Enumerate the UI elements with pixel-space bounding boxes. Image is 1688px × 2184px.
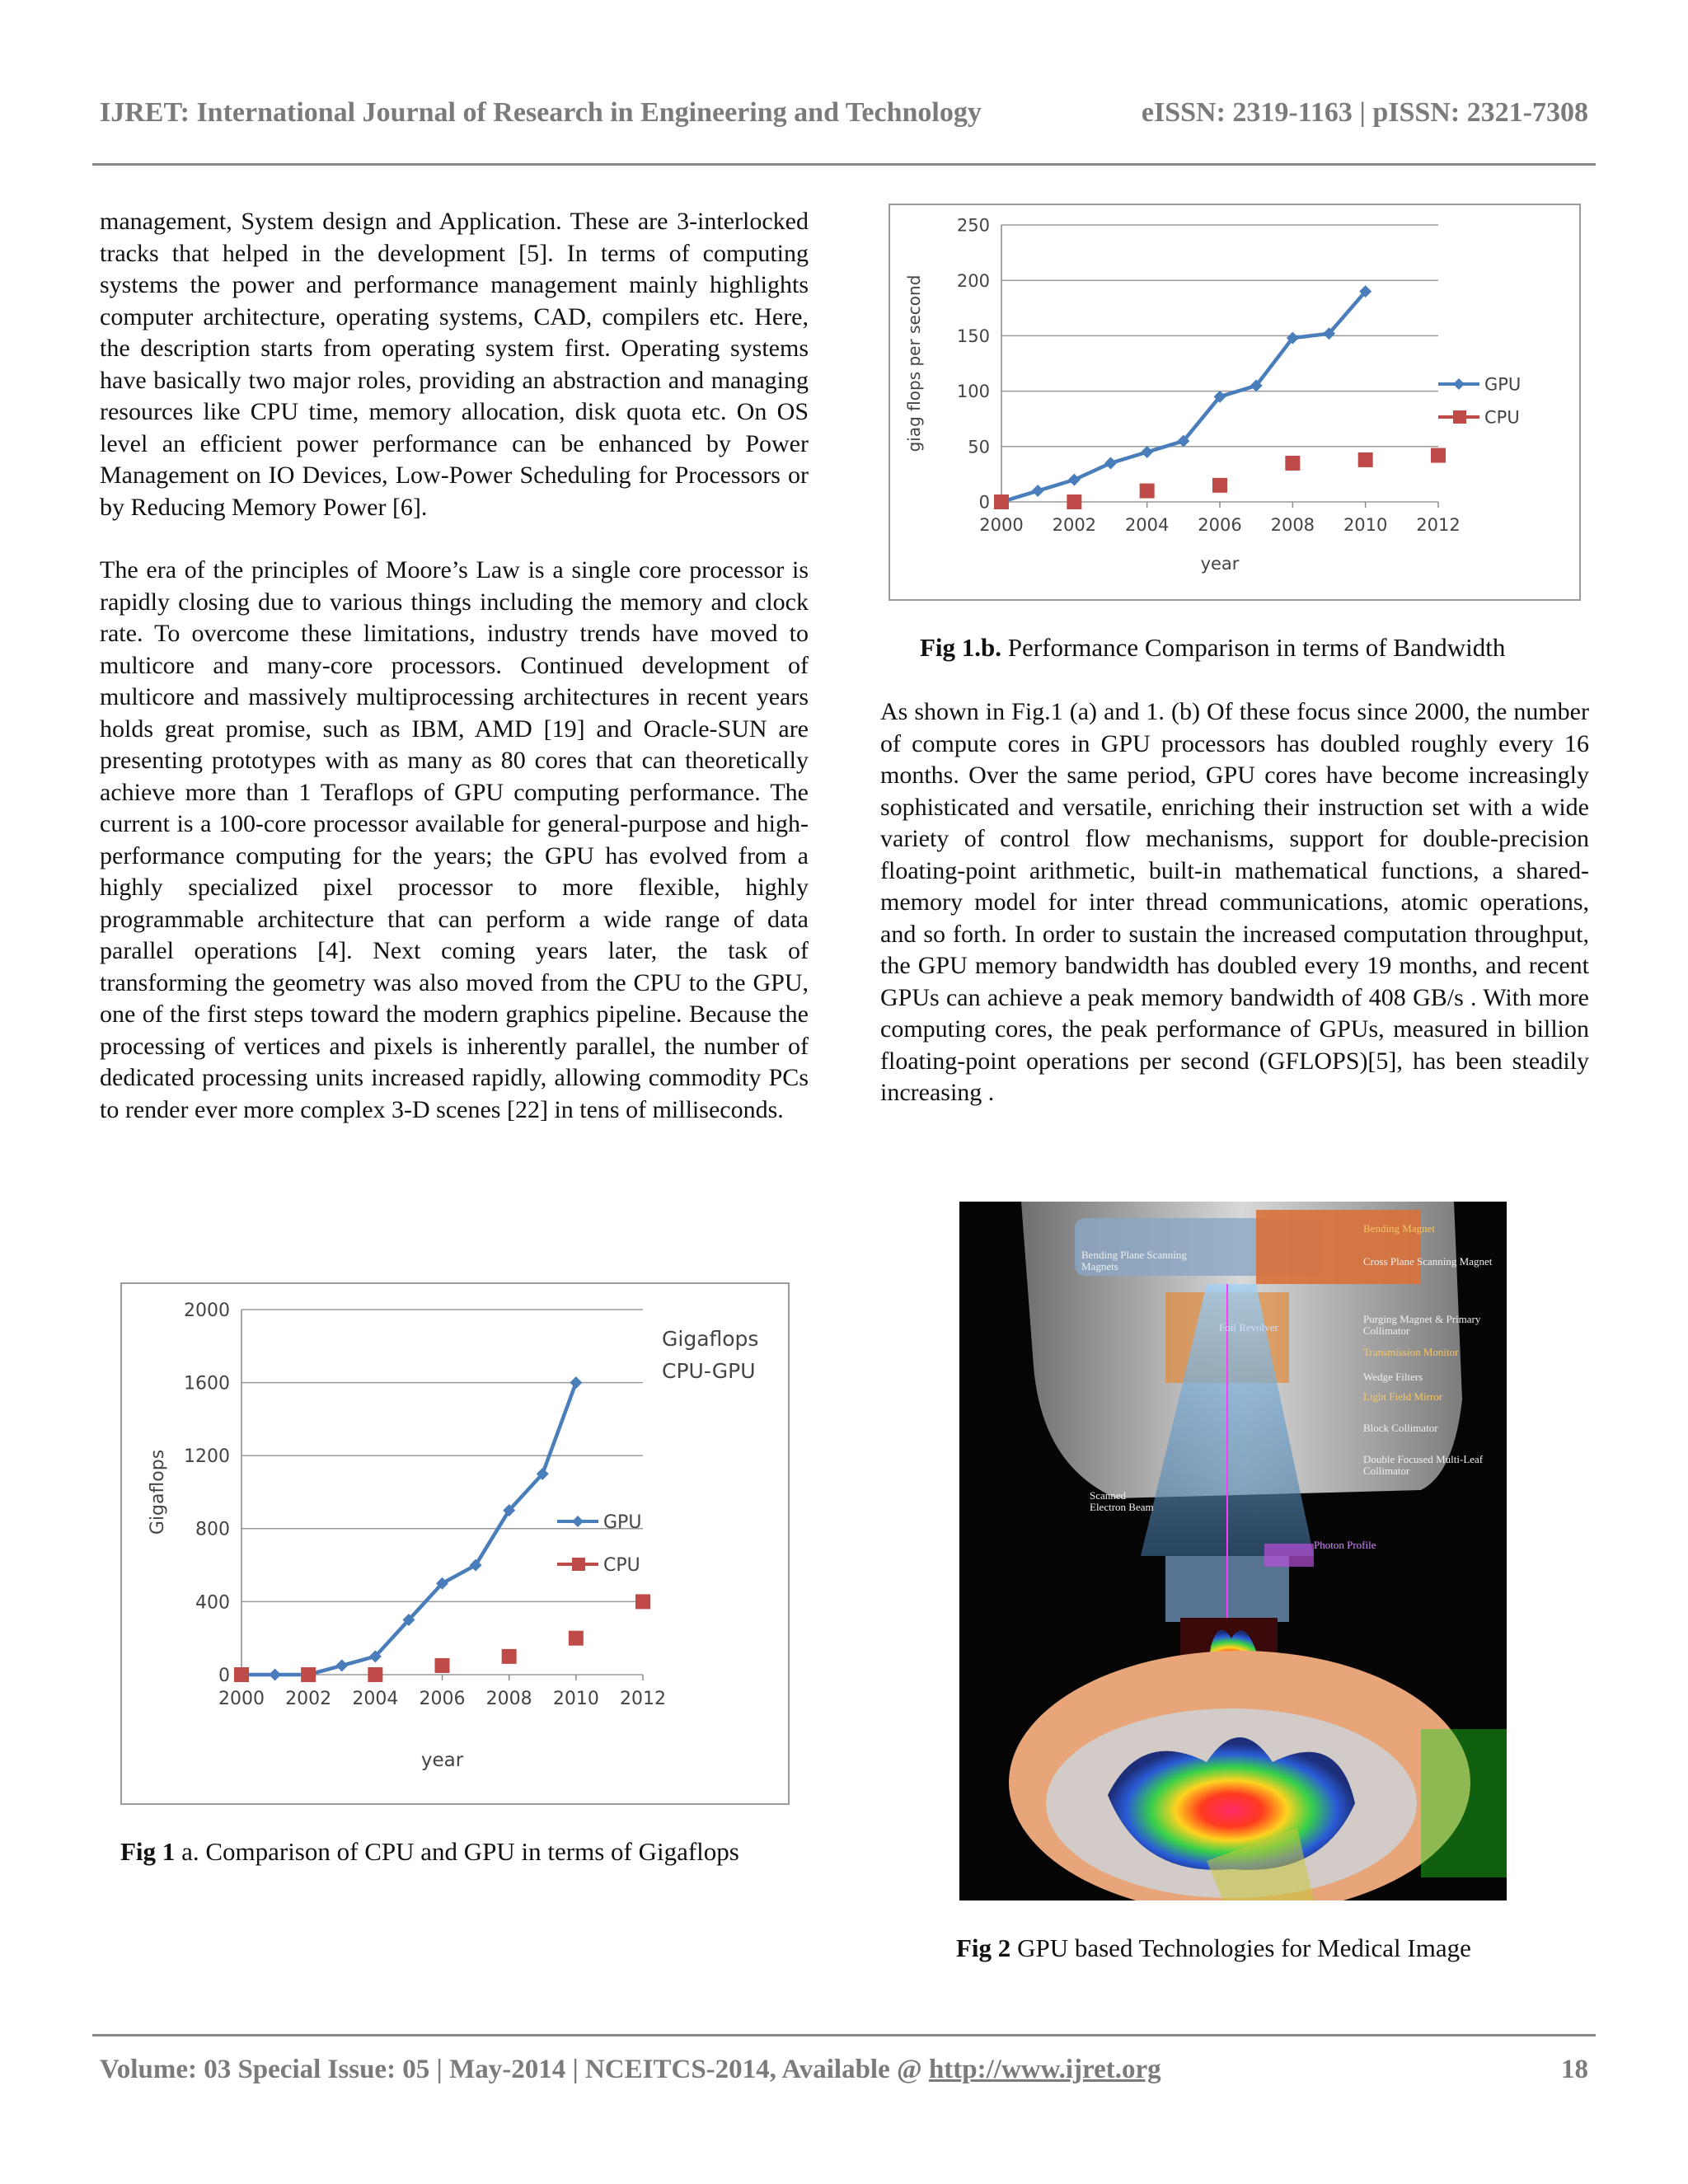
fig1a-ytick-label: 2000: [184, 1300, 230, 1321]
fig1b-chart: [890, 205, 1579, 599]
fig1b-gpu-point: [1104, 457, 1117, 469]
fig1a-chart-frame: [120, 1282, 790, 1805]
fig1b-ytick-label: 0: [978, 492, 990, 513]
fig1a-legend-gpu-marker: [572, 1516, 584, 1527]
fig1b-legend-cpu-marker: [1453, 410, 1466, 424]
fig1b-cpu-point: [1285, 456, 1300, 471]
fig1b-caption-text: Performance Comparison in terms of Bandwidth: [1001, 633, 1506, 662]
fig2-label-foil-revolver: Foil Revolver: [1219, 1322, 1278, 1333]
fig1b-xtick-label: 2002: [1052, 515, 1097, 535]
fig1a-xtick-label: 2010: [552, 1689, 599, 1709]
fig1a-gpu-point: [269, 1669, 281, 1681]
fig1a-ytick-label: 1200: [184, 1446, 230, 1468]
fig1b-caption-label: Fig 1.b.: [920, 633, 1002, 662]
fig1b-xtick-label: 2008: [1270, 515, 1315, 535]
fig1a-xtick-label: 2008: [485, 1689, 532, 1709]
fig1b-gpu-point: [1032, 485, 1044, 497]
left-paragraph-1: management, System design and Application. These are 3-interlocked tracks that helped in the development [5]. In terms of computing systems the power and performance management mainly highlights computer architecture, operating systems, CAD, compilers etc. Here, the description starts from operating system first. Operating systems have basically two major roles, providing an abstraction and managing resources like CPU time, memory allocation, disk quota etc. On OS level an efficient power performance can be enhanced by Power Management on IO Devices, Low-Power Scheduling for Processors or by Reducing Memory Power [6].: [100, 208, 809, 521]
fig1a-x-axis-label: year: [420, 1750, 464, 1771]
fig1b-ytick-label: 100: [956, 382, 990, 402]
fig2-label-scanned: Scanned Electron Beam: [1090, 1490, 1154, 1513]
fig1b-ytick-label: 150: [956, 326, 990, 346]
fig1b-x-axis-label: year: [1200, 554, 1240, 574]
fig2-caption-text: GPU based Technologies for Medical Image: [1010, 1933, 1471, 1962]
fig1a-legend-cpu-marker: [572, 1558, 585, 1571]
fig1b-xtick-label: 2006: [1198, 515, 1242, 535]
journal-link[interactable]: http://www.ijret.org: [928, 2055, 1161, 2084]
fig1a-ytick-label: 1600: [184, 1373, 230, 1394]
fig1a-legend-gpu-label: GPU: [603, 1511, 642, 1533]
fig1b-cpu-point: [1067, 494, 1081, 509]
fig2-medical-image: [959, 1202, 1507, 1900]
fig1a-cpu-point: [368, 1667, 382, 1682]
fig1b-cpu-point: [1358, 452, 1373, 467]
photon-profile-shape: [1264, 1544, 1314, 1567]
fig1b-gpu-point: [1068, 474, 1081, 486]
fig2-label-purging: Purging Magnet & Primary Collimator: [1363, 1314, 1481, 1337]
fig1a-cpu-point: [502, 1649, 517, 1664]
fig1b-cpu-point: [1431, 448, 1446, 463]
fig1a-y-axis-label: Gigaflops: [148, 1449, 168, 1535]
left-column: [100, 206, 809, 1157]
fig1a-caption-text: a. Comparison of CPU and GPU in terms of Gigaflops: [175, 1837, 739, 1866]
fig2-caption-label: Fig 2: [956, 1933, 1011, 1962]
fig1a-xtick-label: 2000: [218, 1689, 265, 1709]
fig1a-chart: [122, 1284, 788, 1803]
fig2-label-photon: Photon Profile: [1314, 1540, 1376, 1551]
left-paragraph-2: The era of the principles of Moore’s Law is a single core processor is rapidly closing due to various things including the memory and clock rate. To overcome these limitations, industry trends have moved to multicore and many-core processors. Continued development of multicore and massively multiprocessing architectures in recent years holds great promise, such as IBM, AMD [19] and Oracle-SUN are presenting prototypes with as many as 80 cores that can theoretically achieve more than 1 Teraflops of GPU computing performance. The current is a 100-core processor available for general-purpose and high-performance computing for the years; the GPU has evolved from a highly specialized pixel processor to more flexible, highly programmable architecture that can perform a wide range of data parallel operations [4]. Next coming years later, the task of transforming the geometry was also moved from the CPU to the GPU, one of the first steps toward the modern graphics pipeline. Because the processing of vertices and pixels is inherently parallel, the number of dedicated processing units increased rapidly, allowing commodity PCs to render ever more complex 3-D scenes [22] in tens of milliseconds.: [100, 556, 809, 1123]
fig1b-gpu-series-line: [1001, 292, 1366, 502]
fig1a-caption-label: Fig 1: [120, 1837, 176, 1866]
fig1b-ytick-label: 200: [956, 270, 990, 291]
fig1b-ytick-label: 250: [956, 215, 990, 236]
right-column: [880, 696, 1589, 1141]
footer-volume: [100, 2055, 1161, 2085]
issn-info: eISSN: 2319-1163 | pISSN: 2321-7308: [1141, 97, 1588, 128]
fig1a-cpu-point: [569, 1631, 584, 1646]
fig1b-gpu-point: [1141, 446, 1153, 458]
right-paragraph-1: As shown in Fig.1 (a) and 1. (b) Of these focus since 2000, the number of compute cores in GPU processors has doubled roughly every 16 months. Over the same period, GPU cores have become increasingly sophisticated and versatile, enriching their instruction set with a wide variety of control flow mechanisms, support for double-precision floating-point arithmetic, built-in mathematical functions, a shared-memory model for inter thread communications, atomic operations, and so forth. In order to sustain the increased computation throughput, the GPU memory bandwidth has doubled every 19 months, and recent GPUs can achieve a peak memory bandwidth of 408 GB/s . With more computing cores, the peak performance of GPUs, measured in billion floating-point operations per second (GFLOPS)[5], has been steadily increasing .: [880, 698, 1589, 1106]
fig1a-caption: [120, 1837, 739, 1867]
fig2-label-double-focused: Double Focused Multi-Leaf Collimator: [1363, 1454, 1484, 1477]
fig1b-chart-frame: [889, 204, 1581, 601]
fig2-label-bending-plane: Bending Plane Scanning Magnets: [1081, 1249, 1187, 1272]
fig1b-legend-gpu-marker: [1453, 378, 1465, 390]
journal-title: IJRET: International Journal of Research in Engineering and Technology: [100, 97, 982, 128]
fig1a-gpu-point: [570, 1376, 582, 1389]
fig1a-cpu-point: [635, 1594, 650, 1609]
fig1a-xtick-label: 2012: [620, 1689, 666, 1709]
fig1b-cpu-point: [1212, 478, 1227, 493]
fig1a-chart-title-line: Gigaflops: [662, 1327, 759, 1351]
fig2-caption: [956, 1933, 1471, 1963]
fig1a-xtick-label: 2006: [419, 1689, 466, 1709]
fig1a-ytick-label: 400: [195, 1592, 230, 1614]
fig1a-xtick-label: 2002: [285, 1689, 332, 1709]
fig2-label-transmission: Transmission Monitor: [1363, 1347, 1459, 1358]
fig1a-cpu-point: [301, 1667, 316, 1682]
fig2-label-bending-magnet: Bending Magnet: [1363, 1223, 1436, 1235]
fig1b-xtick-label: 2000: [979, 515, 1024, 535]
fig1b-ytick-label: 50: [968, 437, 990, 457]
fig1a-cpu-point: [234, 1667, 249, 1682]
fig1b-legend-cpu-label: CPU: [1484, 407, 1520, 428]
fig1a-legend-cpu-label: CPU: [603, 1554, 640, 1576]
fig1a-ytick-label: 800: [195, 1519, 230, 1540]
side-plane-shape: [1421, 1729, 1507, 1877]
fig1b-cpu-point: [1140, 484, 1155, 499]
fig1b-xtick-label: 2004: [1124, 515, 1170, 535]
fig2-label-wedge: Wedge Filters: [1363, 1371, 1423, 1383]
fig1b-legend-gpu-label: GPU: [1484, 374, 1522, 395]
fig1a-chart-title-line: CPU-GPU: [662, 1359, 756, 1383]
fig1a-cpu-point: [435, 1658, 450, 1673]
fig1a-xtick-label: 2004: [352, 1689, 399, 1709]
fig2-label-light-field: Light Field Mirror: [1363, 1391, 1443, 1403]
fig1b-caption: [920, 633, 1505, 663]
header-rule: [92, 163, 1596, 166]
footer-rule: [92, 2034, 1596, 2036]
fig2-label-cross-plane: Cross Plane Scanning Magnet: [1363, 1256, 1493, 1268]
page-number: 18: [1561, 2055, 1588, 2084]
fig1a-gpu-point: [335, 1659, 348, 1671]
fig1b-xtick-label: 2012: [1416, 515, 1461, 535]
fig1b-cpu-point: [994, 494, 1009, 509]
fig2-illustration: [959, 1202, 1507, 1900]
fig1b-xtick-label: 2010: [1343, 515, 1388, 535]
fig1a-ytick-label: 0: [218, 1665, 230, 1686]
footer-volume-text: Volume: 03 Special Issue: 05 | May-2014 | NCEITCS-2014, Available @: [100, 2055, 929, 2084]
fig2-label-block: Block Collimator: [1363, 1422, 1438, 1434]
fig1b-y-axis-label: giag flops per second: [904, 274, 924, 452]
